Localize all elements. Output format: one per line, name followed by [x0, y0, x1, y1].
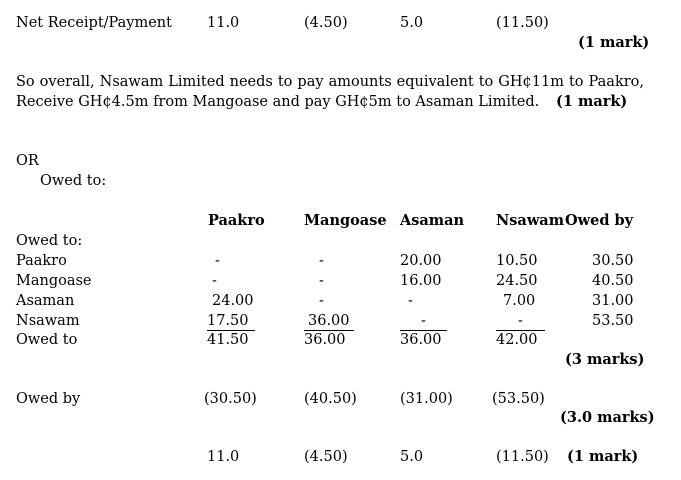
row-label-nsawam: Nsawam: [16, 313, 80, 329]
cell-total: 36.00: [400, 332, 442, 348]
row-label-owed-by: Owed by: [16, 391, 81, 407]
final-value: 11.0: [207, 449, 240, 465]
row-label-paakro: Paakro: [16, 253, 67, 269]
final-value: (11.50): [496, 449, 549, 465]
cell: -: [319, 253, 324, 269]
cell: -: [319, 293, 324, 309]
cell: 16.00: [400, 273, 442, 289]
row-label-owed-to: Owed to: [16, 332, 78, 348]
cell: 24.00: [212, 293, 254, 309]
cell-total: 42.00: [496, 332, 538, 348]
cell-owed-by: 40.50: [592, 273, 634, 289]
cell: -: [496, 312, 545, 331]
net-value-paakro: 11.0: [207, 15, 240, 31]
mark-table: (3 marks): [565, 351, 645, 368]
cell: 7.00: [503, 293, 536, 309]
mark-conclusion: (1 mark): [556, 93, 628, 110]
net-receipt-label: Net Receipt/Payment: [16, 15, 172, 31]
cell: -: [408, 293, 413, 309]
mark-net-row: (1 mark): [578, 34, 650, 51]
cell-owed-by: 31.00: [592, 293, 634, 309]
cell: 36.00: [304, 312, 354, 331]
cell: -: [215, 253, 220, 269]
net-value-mangoase: (4.50): [304, 15, 348, 31]
cell: -: [319, 273, 324, 289]
header-paakro: Paakro: [208, 212, 265, 229]
cell-owed-by-total: (31.00): [400, 391, 453, 407]
cell: 20.00: [400, 253, 442, 269]
cell: -: [400, 312, 447, 331]
header-owed-by: Owed by: [565, 212, 634, 229]
or-label: OR: [16, 153, 39, 169]
cell: 24.50: [496, 273, 538, 289]
cell-owed-by-total: (30.50): [204, 391, 257, 407]
mark-final: (1 mark): [567, 448, 639, 465]
section-owed-to-label: Owed to:: [16, 233, 83, 249]
cell: -: [212, 273, 217, 289]
net-value-nsawam: (11.50): [496, 15, 549, 31]
cell-total: 41.50: [207, 332, 249, 348]
row-label-mangoase: Mangoase: [16, 273, 92, 289]
cell: 10.50: [496, 253, 538, 269]
owed-to-caption: Owed to:: [40, 173, 107, 189]
cell-owed-by: 30.50: [592, 253, 634, 269]
cell-owed-by-total: (53.50): [492, 391, 545, 407]
row-label-asaman: Asaman: [16, 293, 75, 309]
header-mangoase: Mangoase: [304, 212, 387, 229]
conclusion-paragraph: [16, 72, 644, 112]
cell-owed-by: 53.50: [592, 313, 634, 329]
final-value: 5.0: [400, 449, 424, 465]
mark-owed-by: (3.0 marks): [560, 409, 655, 426]
final-value: (4.50): [304, 449, 348, 465]
conclusion-text: So overall, Nsawam Limited needs to pay amounts equivalent to GH¢11m to Paakro, Receive GH¢4.5m from Mangoase and pay GH¢5m to Asaman Limited.: [16, 74, 644, 110]
cell-owed-by-total: (40.50): [304, 391, 357, 407]
cell-total: 36.00: [304, 332, 346, 348]
header-asaman: Asaman: [400, 212, 465, 229]
cell: 17.50: [207, 312, 255, 331]
net-value-asaman: 5.0: [400, 15, 424, 31]
header-nsawam: Nsawam: [496, 212, 565, 229]
